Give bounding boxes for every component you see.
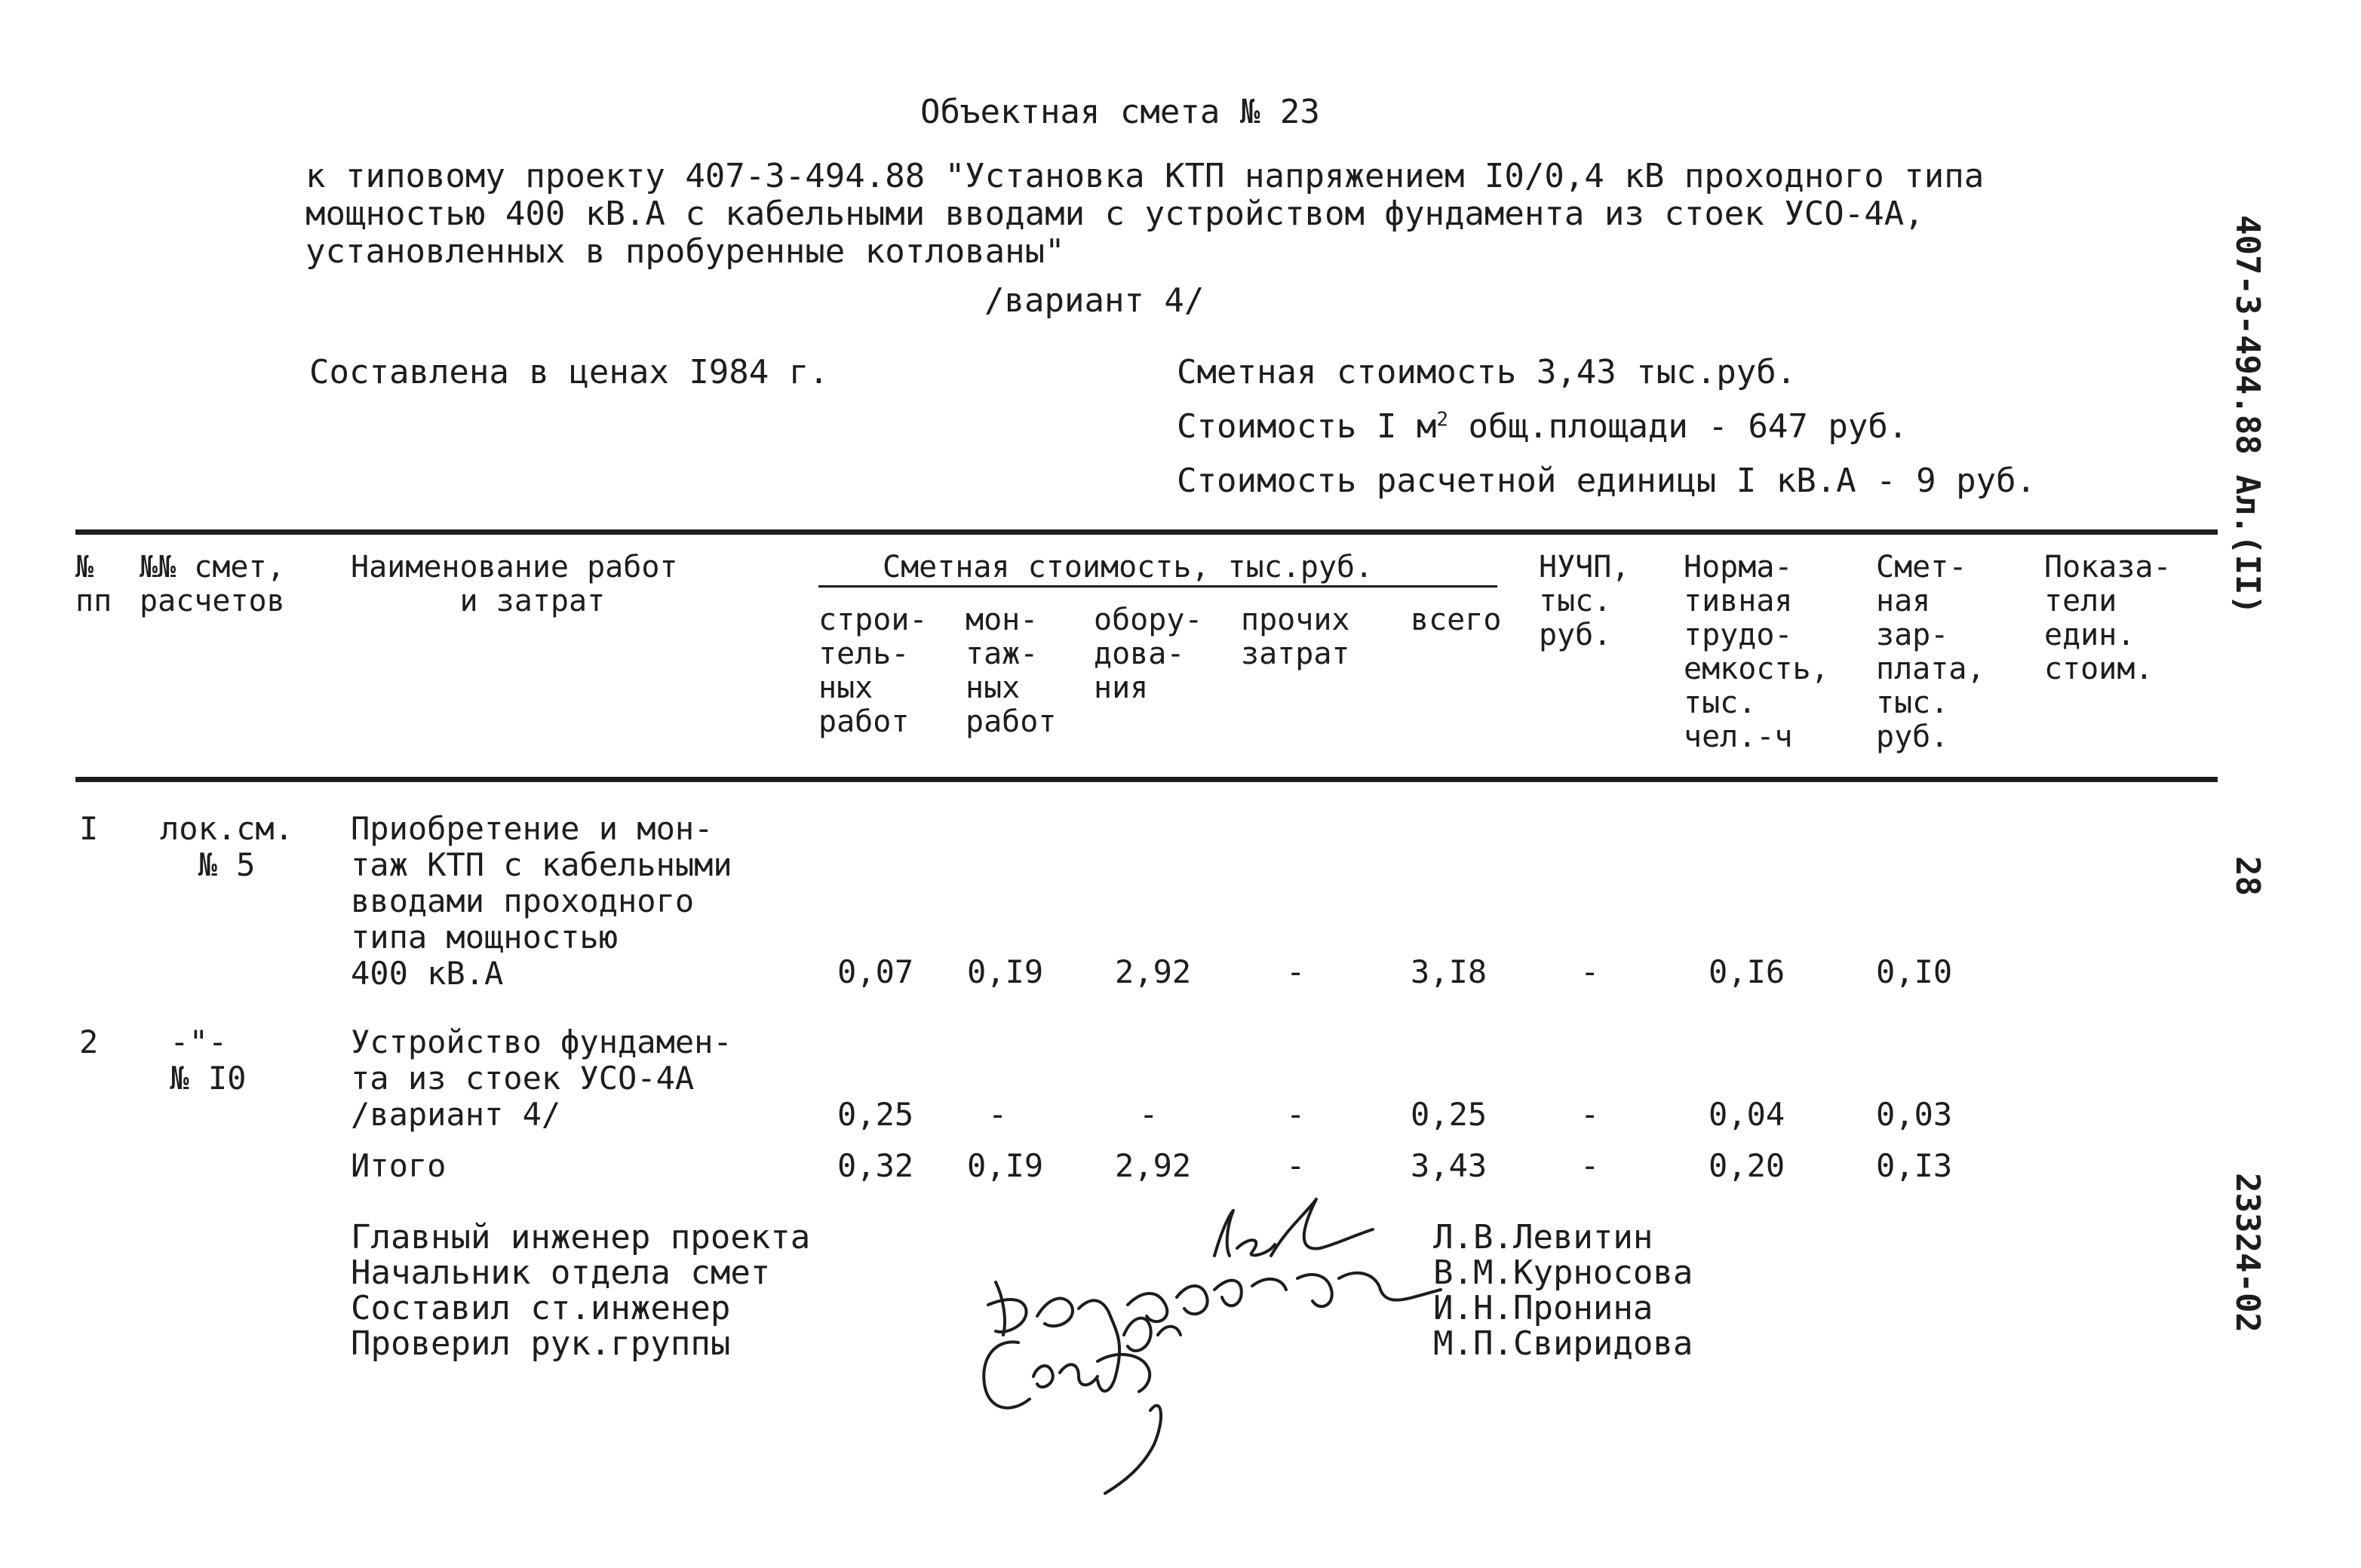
row-1-wages: 0,I0 (1876, 953, 1953, 990)
row-2-wages: 0,03 (1876, 1096, 1953, 1133)
total-row-wages: 0,I3 (1876, 1147, 1953, 1184)
row-1-name: Приобретение и мон- таж КТП с кабельными вводами проходного типа мощностью 400 кВ.А (351, 810, 732, 992)
table-header-bottom-rule (75, 777, 2218, 782)
cost-per-area-suffix: общ.площади - 647 руб. (1448, 407, 1908, 446)
total-row-nuchp: - (1580, 1147, 1600, 1184)
row-2-labor: 0,04 (1709, 1096, 1785, 1133)
subtitle-line-3: установленных в пробуренные котлованы" (305, 232, 1065, 271)
cost-per-area-prefix: Стоимость I м (1177, 407, 1437, 446)
row-1-installation: 0,I9 (967, 953, 1044, 990)
signature-stroke-4 (984, 1342, 1161, 1493)
col-header-equipment: обору- дова- ния (1094, 603, 1203, 705)
subtitle-line-1: к типовому проекту 407-3-494.88 "Установка КТП напряжением I0/0,4 кВ проходного типа (305, 157, 1985, 195)
row-2-installation: - (988, 1096, 1008, 1133)
col-header-total: всего (1411, 603, 1502, 637)
row-1-estimate: лок.см. № 5 (160, 810, 294, 883)
col-header-installation: мон- таж- ных работ (966, 603, 1057, 739)
total-row-installation: 0,I9 (967, 1147, 1044, 1184)
row-2-total: 0,25 (1411, 1096, 1488, 1133)
col-header-other: прочих затрат (1241, 603, 1350, 671)
signature-name-4: М.П.Свиридова (1433, 1324, 1693, 1363)
col-header-nuchp: НУЧП, тыс. руб. (1539, 550, 1630, 652)
row-1-total: 3,I8 (1411, 953, 1488, 990)
signature-stroke-3 (1124, 1318, 1180, 1351)
cost-per-area-sup: 2 (1436, 408, 1449, 431)
signature-stroke-1 (1214, 1199, 1373, 1256)
col-header-name: Наименование работ и затрат (351, 550, 678, 618)
signature-name-3: И.Н.Пронина (1433, 1289, 1653, 1327)
total-row-equipment: 2,92 (1115, 1147, 1192, 1184)
col-header-labor: Норма- тивная трудо- емкость, тыс. чел.-ч (1684, 550, 1829, 754)
total-row-other: - (1286, 1147, 1306, 1184)
row-1-other: - (1286, 953, 1306, 990)
signature-role-4: Проверил рук.группы (351, 1324, 731, 1363)
document-title: Объектная смета № 23 (920, 93, 1320, 131)
col-header-estimates: №№ смет, расчетов (140, 550, 285, 618)
row-2-equipment: - (1139, 1096, 1159, 1133)
total-row-labor: 0,20 (1709, 1147, 1785, 1184)
signature-role-1: Главный инженер проекта (351, 1218, 811, 1257)
cost-per-unit: Стоимость расчетной единицы I кВ.А - 9 руб. (1177, 462, 2037, 500)
subtitle-line-2: мощностью 400 кВ.А с кабельными вводами с устройством фундамента из стоек УСО-4А, (305, 195, 1924, 233)
total-row-construction: 0,32 (837, 1147, 914, 1184)
row-1-nuchp: - (1580, 953, 1600, 990)
table-top-rule (75, 529, 2218, 535)
row-1-num: I (79, 810, 99, 847)
side-page-number: 28 (2228, 856, 2267, 896)
row-2-estimate: -"- № I0 (170, 1023, 247, 1097)
col-header-cost-group: Сметная стоимость, тыс.руб. (883, 550, 1374, 585)
cost-per-area (1177, 409, 1908, 445)
signature-name-2: В.М.Курносова (1433, 1253, 1693, 1292)
row-1-construction: 0,07 (837, 953, 914, 990)
variant-label: /вариант 4/ (984, 281, 1205, 320)
cost-total: Сметная стоимость 3,43 тыс.руб. (1177, 353, 1797, 391)
row-2-other: - (1286, 1096, 1306, 1133)
row-2-num: 2 (79, 1023, 99, 1060)
col-header-num: № пп (75, 550, 112, 618)
row-2-name: Устройство фундамен- та из стоек УСО-4А /вариант 4/ (351, 1023, 732, 1133)
signature-stroke-2 (988, 1273, 1441, 1392)
signature-role-3: Составил ст.инженер (351, 1289, 731, 1327)
total-row-label: Итого (351, 1147, 447, 1184)
row-1-labor: 0,I6 (1709, 953, 1785, 990)
signature-role-2: Начальник отдела смет (351, 1253, 771, 1292)
row-1-equipment: 2,92 (1115, 953, 1192, 990)
col-header-wages: Смет- ная зар- плата, тыс. руб. (1876, 550, 1985, 754)
total-row-total: 3,43 (1411, 1147, 1488, 1184)
signature-name-1: Л.В.Левитин (1433, 1218, 1653, 1257)
row-2-construction: 0,25 (837, 1096, 914, 1133)
side-doc-code: 407-3-494.88 Ал.(II) (2228, 215, 2267, 615)
side-archive-number: 23324-02 (2228, 1173, 2267, 1333)
handwritten-signatures (966, 1184, 1448, 1501)
row-2-nuchp: - (1580, 1096, 1600, 1133)
cost-group-underline (818, 585, 1497, 588)
prices-year: Составлена в ценах I984 г. (309, 353, 829, 391)
col-header-indicators: Показа- тели един. стоим. (2044, 550, 2172, 686)
col-header-construction: строи- тель- ных работ (818, 603, 928, 739)
